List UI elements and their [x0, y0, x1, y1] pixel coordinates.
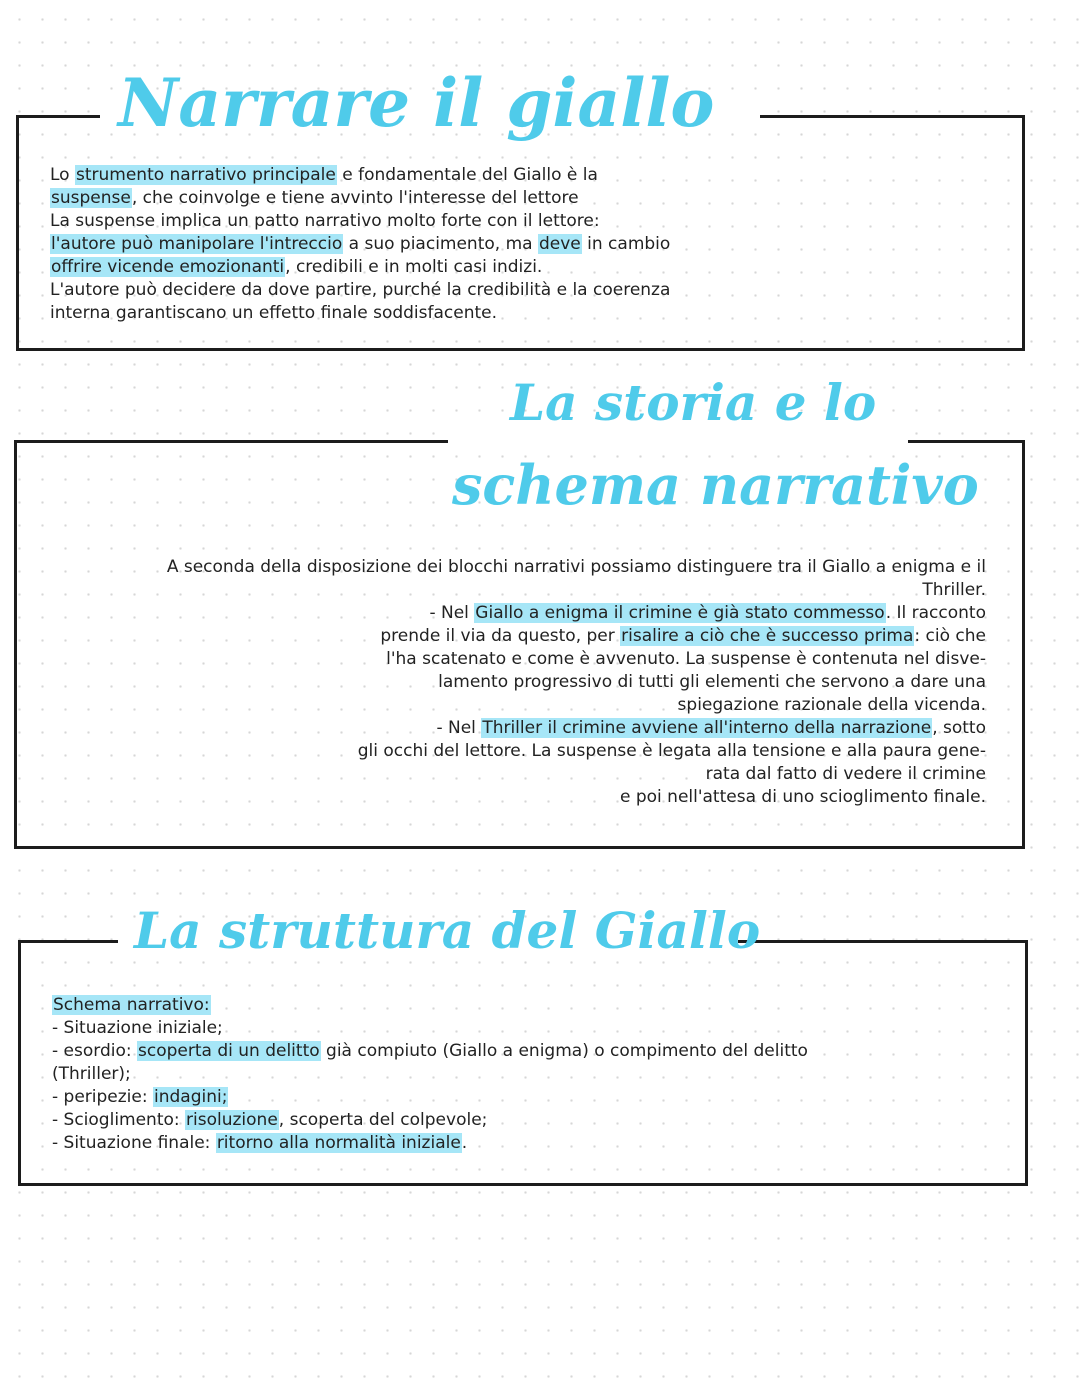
text-line [60, 602, 986, 625]
text-line [60, 717, 986, 740]
text-segment: - Situazione finale: [52, 1133, 216, 1153]
text-segment: lamento progressivo di tutti gli elementi che servono a dare una [438, 672, 986, 692]
highlighted-text: Giallo a enigma il crimine è già stato commesso [475, 603, 885, 623]
section2-text [60, 556, 986, 809]
text-line [60, 579, 986, 602]
section1-title: Narrare il giallo [118, 64, 715, 142]
text-segment: L'autore può decidere da dove partire, purché la credibilità e la coerenza [50, 280, 671, 300]
text-segment: e poi nell'attesa di uno scioglimento finale. [619, 787, 986, 807]
highlighted-text: risoluzione [186, 1110, 278, 1130]
text-segment: spiegazione razionale della vicenda. [677, 695, 986, 715]
text-line [60, 740, 986, 763]
text-segment: A seconda della disposizione dei blocchi narrativi possiamo distinguere tra il Giallo a enigma e il [166, 557, 986, 577]
highlighted-text: suspense [51, 188, 131, 208]
text-segment: prende il via da questo, per [380, 626, 621, 646]
text-line [50, 256, 790, 279]
text-line [60, 694, 986, 717]
highlighted-text: strumento narrativo principale [75, 165, 336, 185]
text-line [50, 164, 790, 187]
text-segment: . Il racconto [885, 603, 986, 623]
text-segment: gli occhi del lettore. La suspense è legata alla tensione e alla paura gene- [357, 741, 986, 761]
highlighted-text: deve [538, 234, 581, 254]
text-segment: - Nel [436, 718, 482, 738]
text-segment: Thriller. [922, 580, 986, 600]
text-segment: a suo piacimento, ma [343, 234, 538, 254]
text-segment: già compiuto (Giallo a enigma) o compimento del delitto [320, 1041, 808, 1061]
highlighted-text: risalire a ciò che è successo prima [621, 626, 914, 646]
text-line [60, 763, 986, 786]
text-segment: - Situazione iniziale; [52, 1018, 223, 1038]
section2-title-line2: schema narrativo [452, 453, 979, 517]
section2-title-line1: La storia e lo [510, 373, 877, 432]
section3-title: La struttura del Giallo [134, 901, 761, 960]
text-line [52, 1017, 932, 1040]
text-line [52, 1063, 932, 1086]
text-line [60, 671, 986, 694]
text-line [50, 210, 790, 233]
text-segment: l'ha scatenato e come è avvenuto. La suspense è contenuta nel disve- [386, 649, 986, 669]
text-segment: Lo [50, 165, 75, 185]
text-line [50, 279, 790, 302]
text-line [52, 1040, 932, 1063]
text-line [60, 786, 986, 809]
text-segment: in cambio [581, 234, 671, 254]
highlighted-text: scoperta di un delitto [138, 1041, 320, 1061]
text-segment: - esordio: [52, 1041, 137, 1061]
text-segment: , scoperta del colpevole; [278, 1110, 488, 1130]
text-segment: : ciò che [914, 626, 986, 646]
highlighted-text: Schema narrativo: [53, 995, 210, 1015]
section1-text [50, 164, 790, 325]
text-line [60, 556, 986, 579]
text-segment: interna garantiscano un effetto finale soddisfacente. [50, 303, 498, 323]
text-segment: - Scioglimento: [52, 1110, 186, 1130]
highlighted-text: Thriller il crimine avviene all'interno della narrazione [482, 718, 932, 738]
text-line [60, 648, 986, 671]
text-line [52, 1109, 932, 1132]
text-segment: , che coinvolge e tiene avvinto l'interesse del lettore [131, 188, 579, 208]
text-line [50, 302, 790, 325]
text-segment: . [461, 1133, 468, 1153]
text-segment: La suspense implica un patto narrativo molto forte con il lettore: [50, 211, 600, 231]
text-line [52, 1086, 932, 1109]
text-segment: rata dal fatto di vedere il crimine [705, 764, 986, 784]
text-segment: - Nel [429, 603, 475, 623]
highlighted-text: ritorno alla normalità iniziale [216, 1133, 461, 1153]
text-line [50, 187, 790, 210]
section3-text [52, 994, 932, 1155]
text-segment: (Thriller); [52, 1064, 131, 1084]
text-line [52, 994, 932, 1017]
highlighted-text: offrire vicende emozionanti [51, 257, 285, 277]
text-line [50, 233, 790, 256]
text-line [52, 1132, 932, 1155]
highlighted-text: indagini; [154, 1087, 228, 1107]
text-segment: , sotto [932, 718, 986, 738]
text-line [60, 625, 986, 648]
highlighted-text: l'autore può manipolare l'intreccio [51, 234, 343, 254]
text-segment: , credibili e in molti casi indizi. [285, 257, 543, 277]
text-segment: - peripezie: [52, 1087, 153, 1107]
text-segment: e fondamentale del Giallo è la [336, 165, 598, 185]
